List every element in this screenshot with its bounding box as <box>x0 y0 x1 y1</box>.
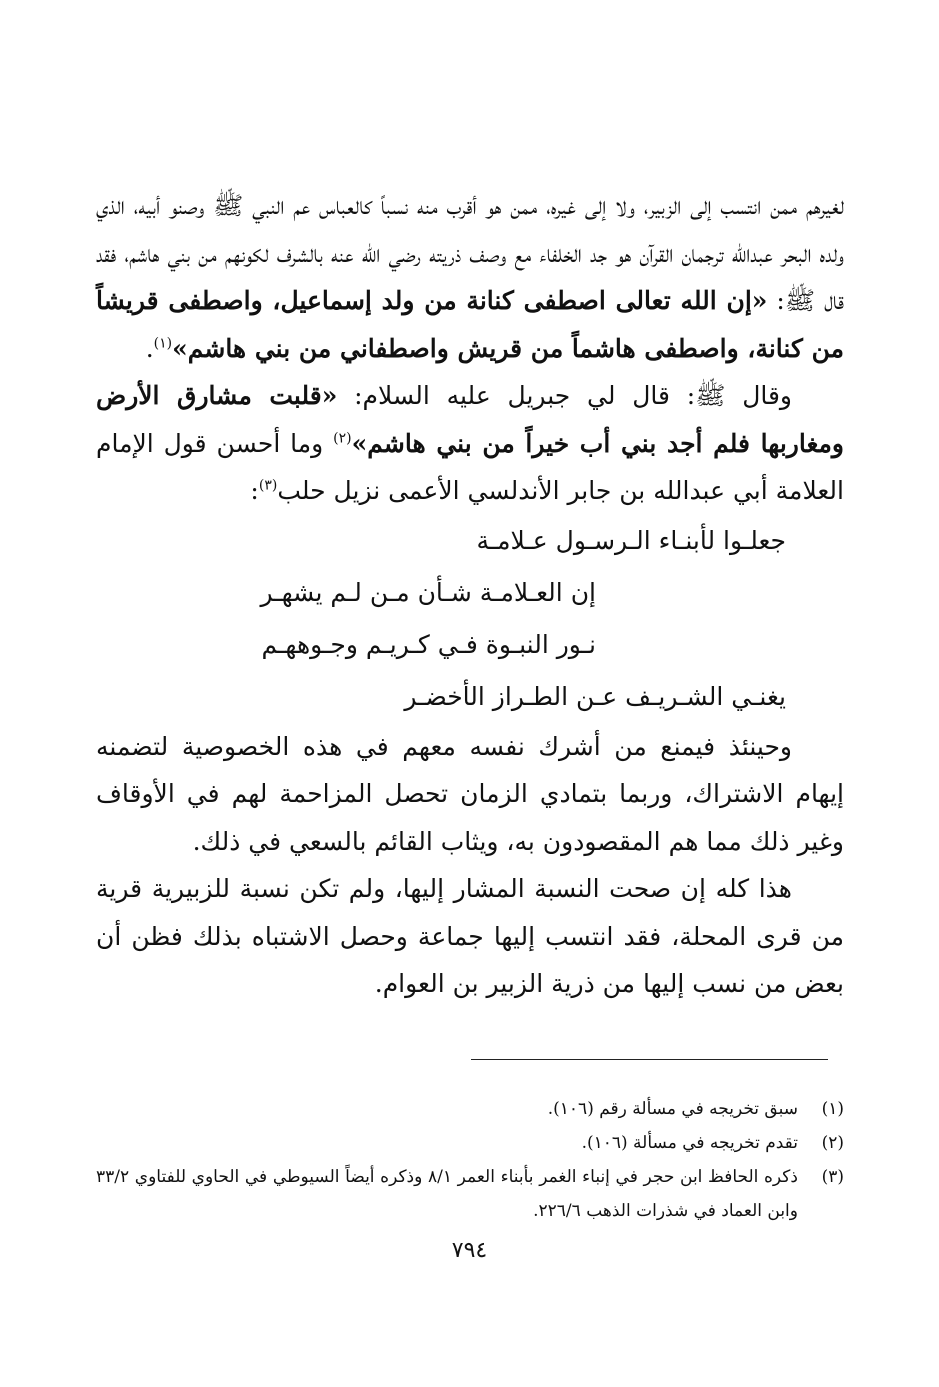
footnote-ref-1: (١) <box>153 335 173 352</box>
hadith-quote-2: «قلبت مشارق الأرض ومغاربها فلم أجد بني أب خيراً من بني هاشم» <box>96 381 844 458</box>
paragraph-4 <box>96 865 844 1008</box>
paragraph-1 <box>96 182 844 372</box>
footnote-separator <box>471 1059 828 1060</box>
paragraph-3-text: وحينئذ فيمنع من أشرك نفسه معهم في هذه الخصوصية لتضمنه إيهام الاشتراك، وربما بتمادي الزمان تحصل المزاحمة لهم في الأوقاف وغير ذلك مما هم المقصودون به، ويثاب القائم بالسعي في ذلك. <box>96 731 844 856</box>
footnote-number: (٣) <box>821 1167 844 1187</box>
page-number: ٧٩٤ <box>451 1238 488 1263</box>
poem-verse-4: يغنـي الشـريـف عـن الطـراز الأخضـر <box>404 681 786 711</box>
footnote-text: سبق تخريجه في مسألة رقم (١٠٦). <box>547 1099 798 1119</box>
poem-verse-1: جعلـوا لأبنـاء الـرسـول عـلامـة <box>476 525 786 555</box>
poem-verse-3: نـور النبـوة فـي كـريـم وجـوههـم <box>261 629 596 659</box>
footnote-1 <box>96 1092 844 1126</box>
footnotes <box>96 1092 844 1228</box>
paragraph-2-end: : <box>250 476 259 505</box>
footnote-number: (٢) <box>821 1133 844 1153</box>
footnote-number: (١) <box>821 1099 844 1119</box>
poem <box>96 515 844 723</box>
poem-verse-2: إن العـلامـة شـأن مـن لـم يشهـر <box>260 577 596 607</box>
paragraph-2-text-b: وما أحسن قول الإمام العلامة أبي عبدالله بن جابر الأندلسي الأعمى نزيل حلب <box>96 428 844 505</box>
paragraph-4-text: هذا كله إن صحت النسبة المشار إليها، ولم تكن نسبة للزبيرية قرية من قرى المحلة، فقد انتسب إليها جماعة وحصل الاشتباه بذلك فظن أن بعض من نسب إليها من ذرية الزبير بن العوام. <box>96 874 844 998</box>
paragraph-1-end: . <box>145 333 154 363</box>
footnote-3 <box>96 1160 844 1228</box>
footnote-text: ذكره الحافظ ابن حجر في إنباء الغمر بأبناء العمر ٨/١ وذكره أيضاً السيوطي في الحاوي للفتاوي ٣٣/٢ وابن العماد في شذرات الذهب ٢٢٦/٦. <box>96 1167 798 1221</box>
main-text <box>96 182 844 1008</box>
paragraph-2 <box>96 372 844 515</box>
footnote-ref-3: (٣) <box>258 477 278 494</box>
paragraph-2-text: وقال ﷺ: قال لي جبريل عليه السلام: <box>337 381 792 410</box>
paragraph-3 <box>96 723 844 866</box>
footnote-ref-2: (٢) <box>333 430 352 447</box>
footnote-2 <box>96 1126 844 1160</box>
paragraph-1-text: لغيرهم ممن انتسب إلى الزبير، ولا إلى غيره، ممن هو أقرب منه نسباً كالعباس عم النبي ﷺ وصنو أبيه، الذي ولده البحر عبدالله ترجمان القرآن هو جد الخلفاء مع وصف ذريته رضي الله عنه بالشرف لكونهم من بني هاشم، فقد قال ﷺ: <box>96 191 844 315</box>
footnote-text: تقدم تخريجه في مسألة (١٠٦). <box>581 1133 798 1153</box>
hadith-quote-1: «إن الله تعالى اصطفى كنانة من ولد إسماعيل، واصطفى قريشاً من كنانة، واصطفى هاشماً من قريش واصطفاني من بني هاشم» <box>96 286 844 363</box>
